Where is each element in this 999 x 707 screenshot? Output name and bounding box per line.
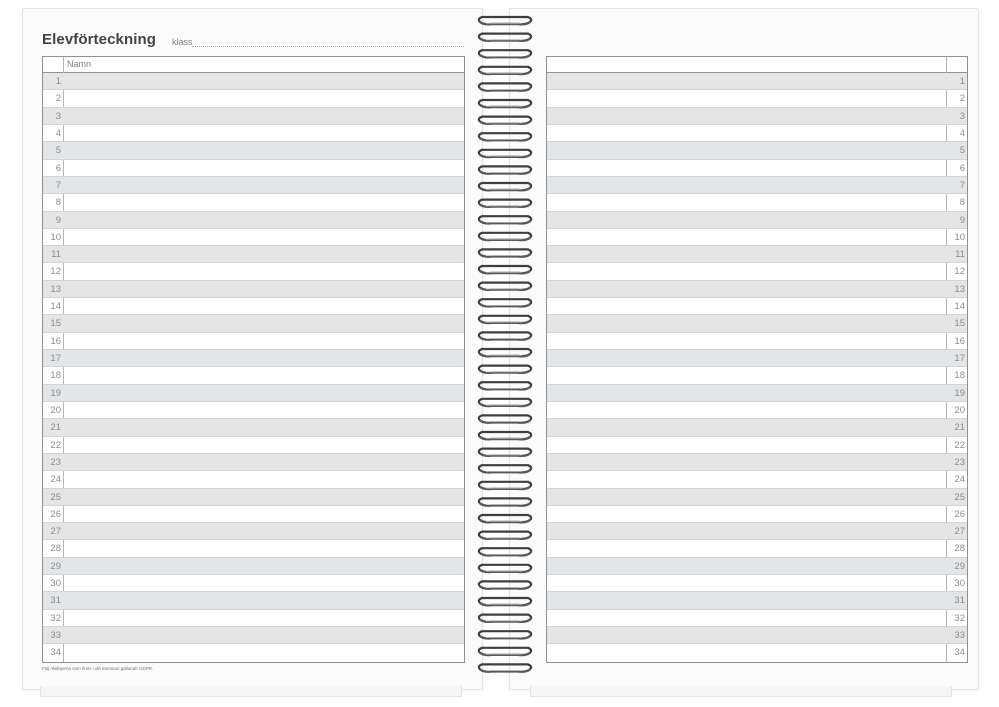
list-row[interactable] [43, 298, 464, 315]
row-number: 1 [55, 76, 61, 87]
list-row[interactable] [43, 592, 464, 609]
rows-right [547, 73, 967, 662]
spiral-coil [479, 249, 531, 256]
spiral-coil [479, 399, 531, 406]
row-number: 16 [50, 335, 61, 347]
list-row[interactable] [547, 610, 967, 627]
spiral-coil [479, 498, 531, 505]
list-row[interactable] [547, 350, 967, 367]
row-number: 23 [50, 456, 61, 468]
list-row[interactable] [43, 194, 464, 211]
row-number: 30 [954, 578, 965, 590]
list-row[interactable] [547, 73, 967, 90]
row-number: 9 [55, 214, 61, 226]
spiral-binding [472, 10, 538, 690]
row-number: 5 [959, 145, 965, 157]
spiral-coil [479, 532, 531, 539]
row-number: 4 [55, 127, 61, 139]
row-number: 29 [50, 560, 61, 572]
row-number: 1 [959, 76, 965, 87]
list-row[interactable] [43, 263, 464, 280]
list-row[interactable] [547, 540, 967, 557]
list-row[interactable] [43, 385, 464, 402]
row-number: 3 [959, 110, 965, 122]
list-row[interactable] [43, 437, 464, 454]
list-row[interactable] [43, 523, 464, 540]
list-row[interactable] [547, 367, 967, 384]
list-row[interactable] [547, 489, 967, 506]
list-row[interactable] [43, 558, 464, 575]
spiral-coil [479, 482, 531, 489]
list-row[interactable] [43, 402, 464, 419]
row-number: 33 [50, 630, 61, 641]
row-number: 24 [954, 474, 965, 486]
row-number: 20 [50, 404, 61, 416]
row-number: 31 [954, 595, 965, 607]
spiral-coil [479, 200, 531, 207]
row-number: 17 [50, 353, 61, 364]
row-number: 3 [55, 110, 61, 122]
name-column-header: Namn [67, 59, 92, 69]
list-row[interactable] [547, 194, 967, 211]
row-number: 10 [954, 231, 965, 243]
row-number: 20 [954, 404, 965, 416]
list-row[interactable] [43, 142, 464, 159]
spiral-coil [479, 598, 531, 605]
list-row[interactable] [547, 506, 967, 523]
list-row[interactable] [43, 350, 464, 367]
row-number: 14 [50, 301, 61, 313]
gdpr-footnote: Följ riktlinjerna som finns i din kommun gällande GDPR. [42, 666, 154, 671]
row-number: 11 [955, 249, 965, 261]
list-row[interactable] [43, 367, 464, 384]
row-number: 7 [55, 179, 61, 191]
spiral-coil [479, 266, 531, 273]
row-number: 19 [50, 387, 61, 399]
list-row[interactable] [547, 592, 967, 609]
row-number: 12 [954, 266, 965, 278]
row-number: 32 [50, 612, 61, 624]
spiral-coil [479, 615, 531, 622]
row-number: 6 [959, 162, 965, 174]
spiral-coil [479, 83, 531, 90]
spiral-coil [479, 316, 531, 323]
list-row[interactable] [547, 298, 967, 315]
list-row[interactable] [547, 229, 967, 246]
row-number: 15 [954, 318, 965, 330]
row-number: 8 [55, 197, 61, 209]
row-number: 4 [959, 127, 965, 139]
row-number: 13 [50, 283, 61, 295]
spiral-coil [479, 17, 531, 24]
spiral-coil [479, 465, 531, 472]
row-number: 16 [954, 335, 965, 347]
row-number: 28 [50, 543, 61, 555]
spiral-coil [479, 548, 531, 555]
spiral-coil [479, 34, 531, 41]
list-row[interactable] [547, 246, 967, 263]
page-title: Elevförteckning [42, 31, 157, 48]
left-page-edge [40, 686, 462, 697]
list-row[interactable] [547, 142, 967, 159]
list-row[interactable] [547, 315, 967, 332]
row-number: 30 [50, 578, 61, 590]
list-row[interactable] [43, 125, 464, 142]
spiral-coil [479, 449, 531, 456]
row-number: 6 [55, 162, 61, 174]
row-number: 24 [50, 474, 61, 486]
row-number: 13 [954, 283, 965, 295]
list-row[interactable] [43, 90, 464, 107]
header-row [43, 57, 464, 73]
list-row[interactable] [43, 333, 464, 350]
list-row[interactable] [547, 177, 967, 194]
spiral-coil [479, 133, 531, 140]
spiral-coil [479, 100, 531, 107]
row-number: 29 [954, 560, 965, 572]
spiral-coil [479, 415, 531, 422]
row-number: 27 [50, 526, 61, 538]
row-number: 34 [954, 647, 965, 659]
row-number: 12 [50, 266, 61, 278]
row-number: 8 [959, 197, 965, 209]
list-row[interactable] [43, 246, 464, 263]
list-row[interactable] [43, 73, 464, 90]
spiral-coil [479, 664, 531, 671]
list-row[interactable] [43, 315, 464, 332]
row-number: 11 [51, 249, 61, 261]
spiral-coil [479, 515, 531, 522]
spiral-coil [479, 233, 531, 240]
list-row[interactable] [547, 523, 967, 540]
list-row[interactable] [43, 281, 464, 298]
row-number: 27 [954, 526, 965, 538]
spiral-coil [479, 183, 531, 190]
list-row[interactable] [43, 644, 464, 661]
row-number: 9 [959, 214, 965, 226]
list-row[interactable] [43, 627, 464, 644]
list-row[interactable] [547, 454, 967, 471]
list-row[interactable] [547, 402, 967, 419]
row-number: 7 [959, 179, 965, 191]
klass-label: klass [172, 37, 193, 47]
row-number: 32 [954, 612, 965, 624]
spiral-coil [479, 631, 531, 638]
list-row[interactable] [43, 419, 464, 436]
row-number: 26 [50, 508, 61, 520]
row-number: 34 [50, 647, 61, 659]
klass-input-line[interactable] [192, 46, 464, 47]
row-number: 15 [50, 318, 61, 330]
spiral-coil [479, 366, 531, 373]
row-number: 25 [954, 491, 965, 503]
row-number: 21 [954, 422, 965, 434]
student-list-left [42, 56, 465, 663]
row-number: 2 [55, 93, 61, 105]
row-number: 19 [954, 387, 965, 399]
right-page-edge [530, 686, 952, 697]
row-number: 5 [55, 145, 61, 157]
spiral-coil [479, 50, 531, 57]
list-row[interactable] [547, 160, 967, 177]
spiral-coil [479, 299, 531, 306]
list-row[interactable] [43, 471, 464, 488]
row-number: 18 [50, 370, 61, 382]
list-row[interactable] [43, 160, 464, 177]
spiral-coil [479, 648, 531, 655]
spiral-coil [479, 432, 531, 439]
list-row[interactable] [43, 610, 464, 627]
spiral-coil [479, 216, 531, 223]
list-row[interactable] [547, 627, 967, 644]
spiral-coil [479, 166, 531, 173]
list-row[interactable] [547, 125, 967, 142]
row-number: 14 [954, 301, 965, 313]
list-row[interactable] [43, 575, 464, 592]
list-row[interactable] [43, 177, 464, 194]
row-number: 31 [50, 595, 61, 607]
row-number: 10 [50, 231, 61, 243]
row-number: 23 [954, 456, 965, 468]
header-row-right [547, 57, 967, 73]
spiral-coil [479, 150, 531, 157]
list-row[interactable] [547, 108, 967, 125]
spiral-coil [479, 117, 531, 124]
spiral-coil [479, 581, 531, 588]
list-row[interactable] [43, 489, 464, 506]
rows-left [43, 73, 464, 662]
row-number: 28 [954, 543, 965, 555]
row-number: 21 [50, 422, 61, 434]
list-row[interactable] [547, 385, 967, 402]
list-row[interactable] [547, 90, 967, 107]
list-row[interactable] [43, 229, 464, 246]
row-number: 17 [954, 353, 965, 364]
row-number: 22 [50, 439, 61, 451]
list-row[interactable] [547, 471, 967, 488]
row-number: 18 [954, 370, 965, 382]
spiral-coil [479, 565, 531, 572]
list-row[interactable] [43, 212, 464, 229]
list-row[interactable] [547, 281, 967, 298]
spiral-coil [479, 283, 531, 290]
list-row[interactable] [43, 454, 464, 471]
spiral-coil [479, 382, 531, 389]
list-row[interactable] [547, 558, 967, 575]
list-row[interactable] [43, 506, 464, 523]
list-row[interactable] [547, 333, 967, 350]
spiral-coil [479, 332, 531, 339]
row-number: 22 [954, 439, 965, 451]
list-row[interactable] [547, 575, 967, 592]
list-row[interactable] [547, 437, 967, 454]
list-row[interactable] [547, 212, 967, 229]
list-row[interactable] [43, 540, 464, 557]
spiral-coil [479, 349, 531, 356]
list-row[interactable] [547, 263, 967, 280]
row-number: 26 [954, 508, 965, 520]
row-number: 33 [954, 630, 965, 641]
spiral-coil [479, 67, 531, 74]
row-number: 2 [959, 93, 965, 105]
row-number: 25 [50, 491, 61, 503]
list-row[interactable] [547, 419, 967, 436]
list-row[interactable] [547, 644, 967, 661]
student-list-right [546, 56, 968, 663]
list-row[interactable] [43, 108, 464, 125]
